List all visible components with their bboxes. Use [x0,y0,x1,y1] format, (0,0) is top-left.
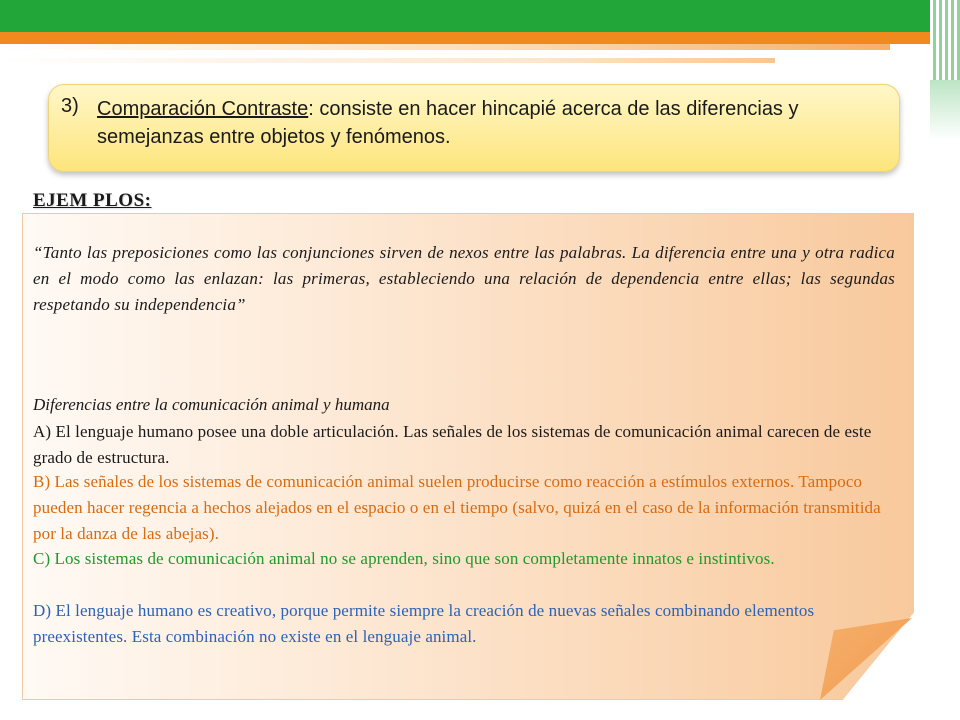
callout-definition: : consiste en hacer hincapié acerca de las diferencias y semejanzas entre objetos y fenómenos. [97,98,799,148]
callout-number: 3) [61,95,79,117]
differences-title: Diferencias entre la comunicación animal y humana [33,395,390,414]
top-orange-bar [0,32,930,44]
callout-text [97,95,887,151]
examples-heading: EJEM PLOS: [33,190,152,211]
difference-item-c: C) Los sistemas de comunicación animal no se aprenden, sino que son completamente innatos e instintivos. [33,549,775,568]
definition-callout [48,84,900,172]
top-orange-thin-bar [0,44,890,50]
corner-stripes [930,0,960,80]
top-orange-thin-bar-2 [0,58,775,63]
example-quote: “Tanto las preposiciones como las conjunciones sirven de nexos entre las palabras. La diferencia entre una y otra radica en el modo como las enlazan: las primeras, estableciendo una relación de dependencia entre ellas; las segundas respetando su independencia” [33,243,895,314]
difference-item-b: B) Las señales de los sistemas de comunicación animal suelen producirse como reacción a estímulos externos. Tampoco pueden hacer regencia a hechos alejados en el espacio o en el tiempo (salvo, quizá en el caso de la información transmitida por la danza de las abejas). [33,472,881,543]
top-green-bar [0,0,960,32]
difference-item-a: A) El lenguaje humano posee una doble articulación. Las señales de los sistemas de comunicación animal carecen de este grado de estructura. [33,422,872,467]
difference-item-d: D) El lenguaje humano es creativo, porque permite siempre la creación de nuevas señales combinando elementos preexistentes. Esta combinación no existe en el lenguaje animal. [33,601,815,646]
corner-stripes-fade [930,80,960,140]
callout-term: Comparación Contraste [97,98,309,120]
